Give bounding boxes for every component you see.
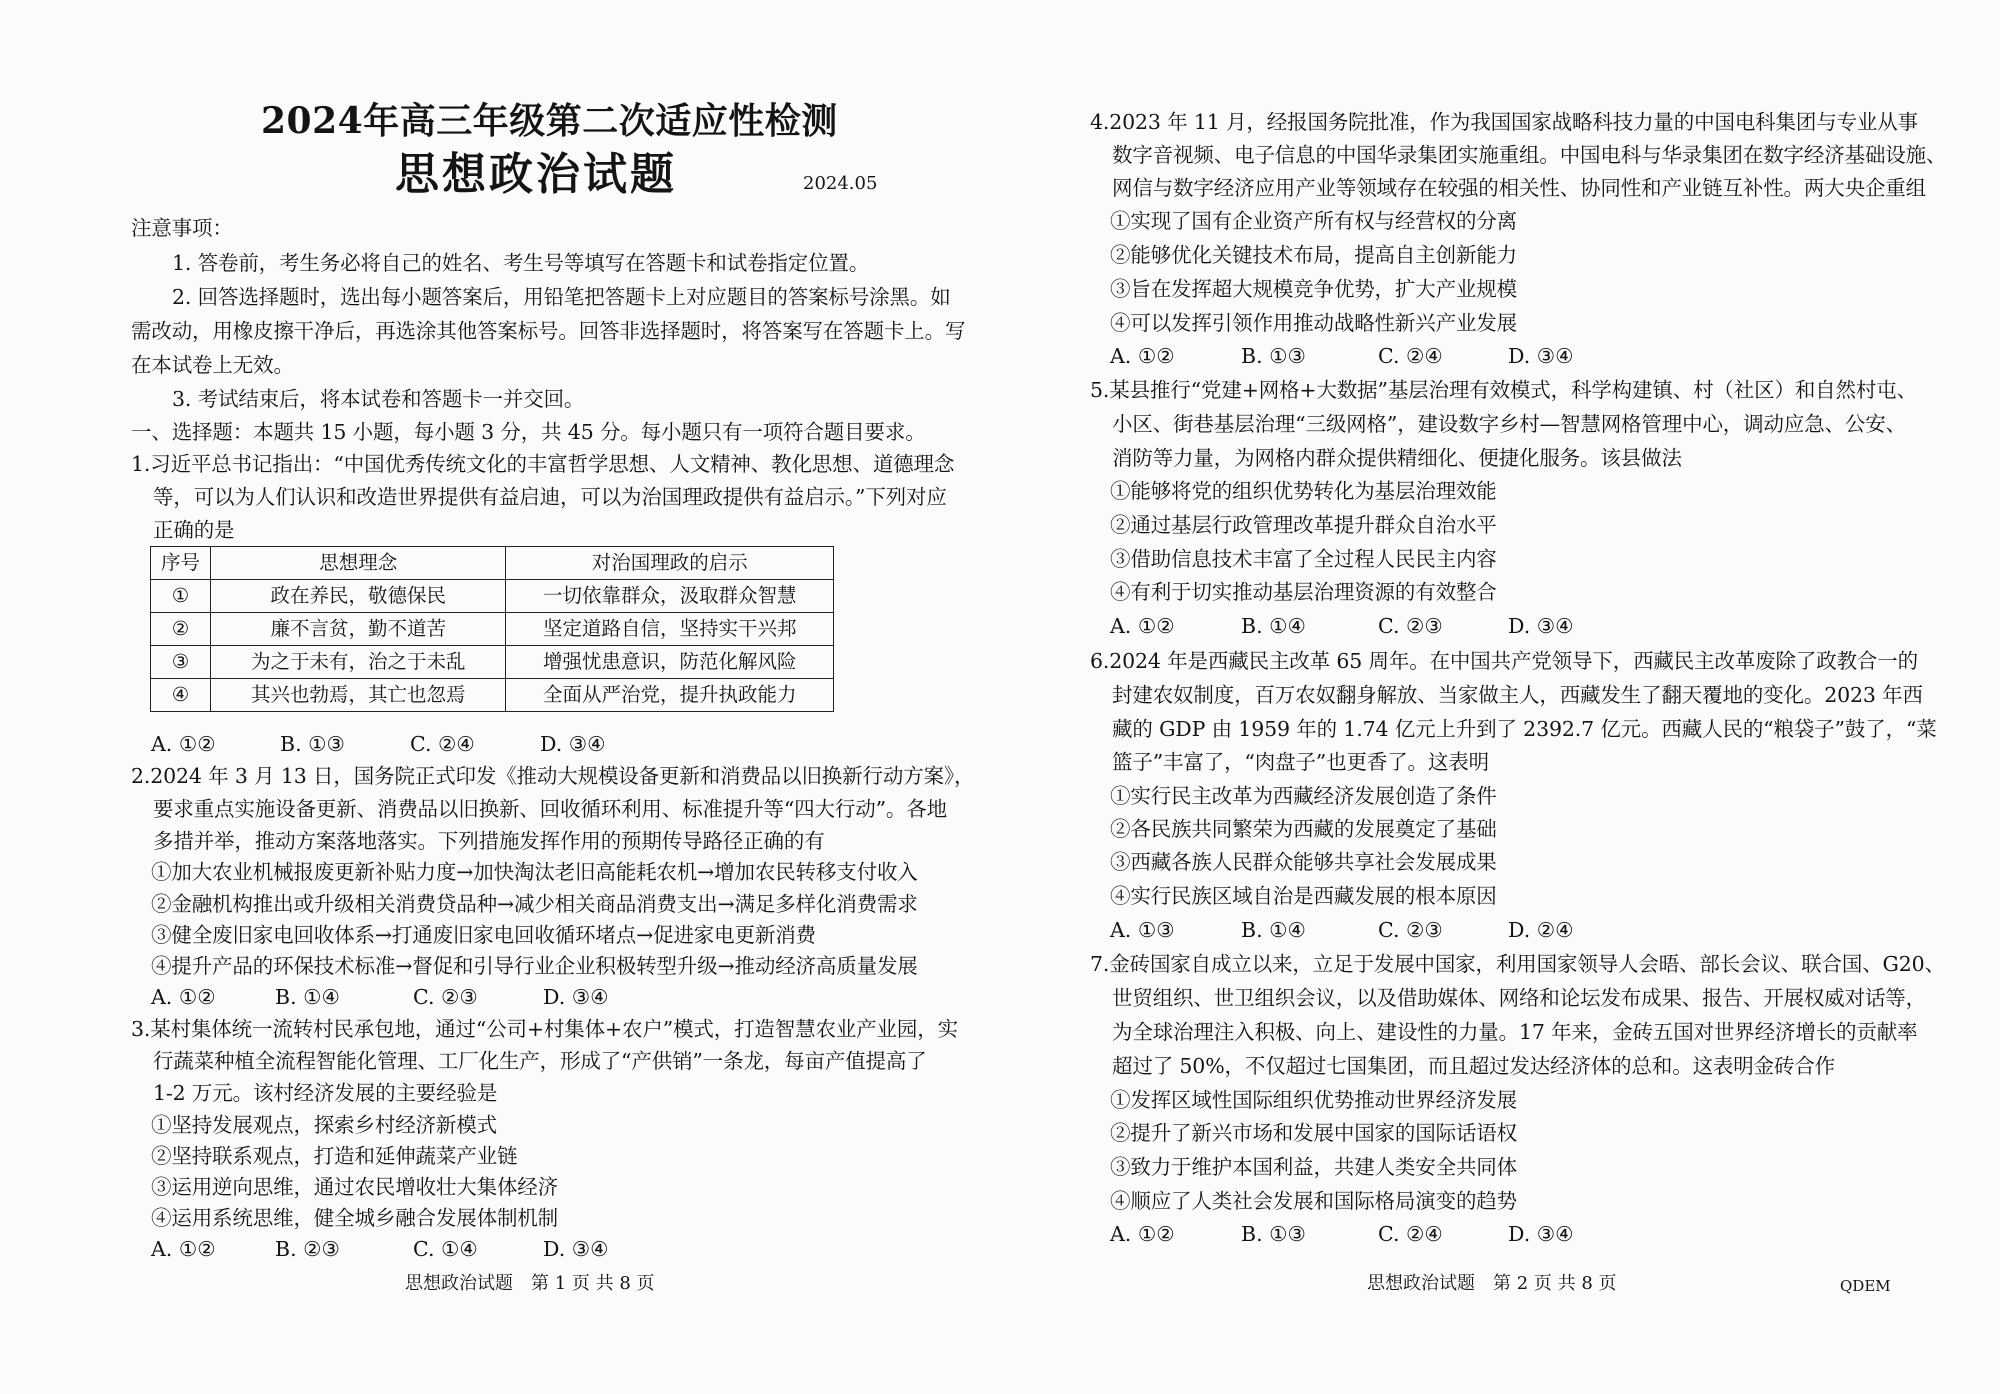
question-text: 消防等力量，为网格内群众提供精细化、便捷化服务。该县做法 xyxy=(1112,446,1682,470)
option: B. ①④ xyxy=(275,985,340,1009)
question-text: 网信与数字经济应用产业等领域存在较强的相关性、协同性和产业链互补性。两大央企重组 xyxy=(1112,176,1926,200)
option: A. ①③ xyxy=(1110,918,1175,942)
option: A. ①② xyxy=(151,985,216,1009)
choice-statement: ③西藏各族人民群众能够共享社会发展成果 xyxy=(1110,850,1497,874)
choice-statement: ②金融机构推出或升级相关消费贷品种→减少相关商品消费支出→满足多样化消费需求 xyxy=(151,892,918,916)
choice-statement: ④实行民族区域自治是西藏发展的根本原因 xyxy=(1110,884,1497,908)
notice-line: 3. 考试结束后，将本试卷和答题卡一并交回。 xyxy=(172,387,585,411)
question-text: 篮子”丰富了，“肉盘子”也更香了。这表明 xyxy=(1112,750,1489,774)
answer-options xyxy=(1110,343,1574,369)
answer-options xyxy=(1110,1221,1574,1247)
exam-title: 2024年高三年级第二次适应性检测 xyxy=(261,100,838,142)
question-text: 多措并举，推动方案落地落实。下列措施发挥作用的预期传导路径正确的有 xyxy=(153,829,825,853)
page-footer: 思想政治试题 第 2 页 共 8 页 xyxy=(1367,1273,1617,1294)
table-cell: 坚定道路自信，坚持实干兴邦 xyxy=(506,613,834,646)
choice-statement: ③旨在发挥超大规模竞争优势，扩大产业规模 xyxy=(1110,277,1517,301)
option: B. ①③ xyxy=(280,732,345,756)
option: C. ①④ xyxy=(413,1237,478,1261)
answer-options xyxy=(151,731,606,757)
option: A. ①② xyxy=(1110,1222,1175,1246)
answer-options xyxy=(1110,917,1574,943)
choice-statement: ①发挥区域性国际组织优势推动世界经济发展 xyxy=(1110,1088,1517,1112)
choice-statement: ②能够优化关键技术布局，提高自主创新能力 xyxy=(1110,243,1517,267)
q1-table xyxy=(150,546,834,712)
table-cell: 全面从严治党，提升执政能力 xyxy=(506,679,834,712)
table-row xyxy=(151,580,834,613)
notice-heading: 注意事项： xyxy=(131,216,233,240)
question-text: 1.习近平总书记指出：“中国优秀传统文化的丰富哲学思想、人文精神、教化思想、道德理念 xyxy=(131,452,955,476)
table-cell: ① xyxy=(151,580,211,613)
table-header-cell: 思想理念 xyxy=(210,547,506,580)
subject-title: 思想政治试题 xyxy=(395,149,677,200)
question-text: 小区、街巷基层治理“三级网格”，建设数字乡村—智慧网格管理中心，调动应急、公安、 xyxy=(1112,412,1906,436)
option: C. ②③ xyxy=(1378,918,1443,942)
choice-statement: ②通过基层行政管理改革提升群众自治水平 xyxy=(1110,513,1497,537)
question-text: 2.2024 年 3 月 13 日，国务院正式印发《推动大规模设备更新和消费品以旧换新行动方案》， xyxy=(131,764,975,788)
option: A. ①② xyxy=(1110,614,1175,638)
option: B. ①④ xyxy=(1241,918,1306,942)
table-cell: ④ xyxy=(151,679,211,712)
table-cell: 一切依靠群众，汲取群众智慧 xyxy=(506,580,834,613)
option: B. ①④ xyxy=(1241,614,1306,638)
question-text: 6.2024 年是西藏民主改革 65 周年。在中国共产党领导下，西藏民主改革废除了政教合一的 xyxy=(1090,649,1918,673)
choice-statement: ④运用系统思维，健全城乡融合发展体制机制 xyxy=(151,1206,558,1230)
choice-statement: ②坚持联系观点，打造和延伸蔬菜产业链 xyxy=(151,1144,518,1168)
option: A. ①② xyxy=(151,732,216,756)
answer-options xyxy=(151,984,609,1010)
table-row xyxy=(151,613,834,646)
choice-statement: ③借助信息技术丰富了全过程人民民主内容 xyxy=(1110,547,1497,571)
choice-statement: ④有利于切实推动基层治理资源的有效整合 xyxy=(1110,580,1497,604)
answer-options xyxy=(151,1236,609,1262)
table-header-cell: 对治国理政的启示 xyxy=(506,547,834,580)
notice-line: 需改动，用橡皮擦干净后，再选涂其他答案标号。回答非选择题时，将答案写在答题卡上。写 xyxy=(131,319,966,343)
question-text: 3.某村集体统一流转村民承包地，通过“公司+村集体+农户”模式，打造智慧农业产业园，实 xyxy=(131,1017,958,1041)
table-cell: 其兴也勃焉，其亡也忽焉 xyxy=(210,679,506,712)
choice-statement: ①坚持发展观点，探索乡村经济新模式 xyxy=(151,1113,497,1137)
question-text: 等，可以为人们认识和改造世界提供有益启迪，可以为治国理政提供有益启示。”下列对应 xyxy=(153,485,947,509)
question-text: 封建农奴制度，百万农奴翻身解放、当家做主人，西藏发生了翻天覆地的变化。2023 年西 xyxy=(1112,683,1923,707)
choice-statement: ③健全废旧家电回收体系→打通废旧家电回收循环堵点→促进家电更新消费 xyxy=(151,923,816,947)
option: D. ③④ xyxy=(543,1237,609,1261)
table-cell: 为之于未有，治之于未乱 xyxy=(210,646,506,679)
question-text: 4.2023 年 11 月，经报国务院批准，作为我国国家战略科技力量的中国电科集团与专业从事 xyxy=(1090,110,1918,134)
exam-code: QDEM xyxy=(1840,1277,1891,1295)
notice-line: 2. 回答选择题时，选出每小题答案后，用铅笔把答题卡上对应题目的答案标号涂黑。如 xyxy=(172,285,951,309)
notice-line: 在本试卷上无效。 xyxy=(131,353,294,377)
question-text: 为全球治理注入积极、向上、建设性的力量。17 年来，金砖五国对世界经济增长的贡献率 xyxy=(1112,1020,1918,1044)
question-text: 数字音视频、电子信息的中国华录集团实施重组。中国电科与华录集团在数字经济基础设施、 xyxy=(1112,143,1947,167)
table-row xyxy=(151,679,834,712)
exam-date: 2024.05 xyxy=(803,173,878,194)
answer-options xyxy=(1110,613,1574,639)
table-cell: 廉不言贫，勤不道苦 xyxy=(210,613,506,646)
table-cell: ② xyxy=(151,613,211,646)
option: D. ③④ xyxy=(1508,614,1574,638)
choice-statement: ①实行民主改革为西藏经济发展创造了条件 xyxy=(1110,784,1497,808)
question-text: 5.某县推行“党建+网格+大数据”基层治理有效模式，科学构建镇、村（社区）和自然村屯、 xyxy=(1090,378,1917,402)
question-text: 藏的 GDP 由 1959 年的 1.74 亿元上升到了 2392.7 亿元。西藏人民的“粮袋子”鼓了，“菜 xyxy=(1112,717,1937,741)
choice-statement: ①加大农业机械报废更新补贴力度→加快淘汰老旧高能耗农机→增加农民转移支付收入 xyxy=(151,860,918,884)
table-cell: 政在养民，敬德保民 xyxy=(210,580,506,613)
option: C. ②④ xyxy=(1378,344,1443,368)
table-cell: 增强忧患意识，防范化解风险 xyxy=(506,646,834,679)
table-row xyxy=(151,646,834,679)
question-text: 超过了 50%，不仅超过七国集团，而且超过发达经济体的总和。这表明金砖合作 xyxy=(1112,1054,1836,1078)
choice-statement: ①能够将党的组织优势转化为基层治理效能 xyxy=(1110,479,1497,503)
choice-statement: ③运用逆向思维，通过农民增收壮大集体经济 xyxy=(151,1175,558,1199)
choice-statement: ④可以发挥引领作用推动战略性新兴产业发展 xyxy=(1110,311,1517,335)
notice-line: 1. 答卷前，考生务必将自己的姓名、考生号等填写在答题卡和试卷指定位置。 xyxy=(172,251,870,275)
option: C. ②④ xyxy=(1378,1222,1443,1246)
question-text: 7.金砖国家自成立以来，立足于发展中国家，利用国家领导人会晤、部长会议、联合国、G20、 xyxy=(1090,952,1945,976)
choice-statement: ②提升了新兴市场和发展中国家的国际话语权 xyxy=(1110,1121,1517,1145)
option: D. ③④ xyxy=(540,732,606,756)
option: C. ②④ xyxy=(410,732,475,756)
choice-statement: ④顺应了人类社会发展和国际格局演变的趋势 xyxy=(1110,1189,1517,1213)
question-text: 1-2 万元。该村经济发展的主要经验是 xyxy=(153,1081,498,1105)
option: B. ①③ xyxy=(1241,344,1306,368)
table-header-row xyxy=(151,547,834,580)
choice-statement: ①实现了国有企业资产所有权与经营权的分离 xyxy=(1110,209,1517,233)
page-footer: 思想政治试题 第 1 页 共 8 页 xyxy=(405,1273,655,1294)
option: D. ③④ xyxy=(543,985,609,1009)
question-text: 行蔬菜种植全流程智能化管理、工厂化生产，形成了“产供销”一条龙，每亩产值提高了 xyxy=(153,1049,927,1073)
choice-statement: ③致力于维护本国利益，共建人类安全共同体 xyxy=(1110,1155,1517,1179)
option: D. ③④ xyxy=(1508,344,1574,368)
option: B. ①③ xyxy=(1241,1222,1306,1246)
question-text: 正确的是 xyxy=(153,518,235,542)
choice-statement: ④提升产品的环保技术标准→督促和引导行业企业积极转型升级→推动经济高质量发展 xyxy=(151,954,918,978)
question-text: 世贸组织、世卫组织会议，以及借助媒体、网络和论坛发布成果、报告、开展权威对话等， xyxy=(1112,986,1926,1010)
option: B. ②③ xyxy=(275,1237,340,1261)
option: A. ①② xyxy=(151,1237,216,1261)
table-cell: ③ xyxy=(151,646,211,679)
question-text: 要求重点实施设备更新、消费品以旧换新、回收循环利用、标准提升等“四大行动”。各地 xyxy=(153,797,947,821)
table-header-cell: 序号 xyxy=(151,547,211,580)
section-heading: 一、选择题：本题共 15 小题，每小题 3 分，共 45 分。每小题只有一项符合题目要求。 xyxy=(131,420,926,444)
choice-statement: ②各民族共同繁荣为西藏的发展奠定了基础 xyxy=(1110,817,1497,841)
option: D. ②④ xyxy=(1508,918,1574,942)
option: C. ②③ xyxy=(1378,614,1443,638)
option: A. ①② xyxy=(1110,344,1175,368)
option: D. ③④ xyxy=(1508,1222,1574,1246)
option: C. ②③ xyxy=(413,985,478,1009)
